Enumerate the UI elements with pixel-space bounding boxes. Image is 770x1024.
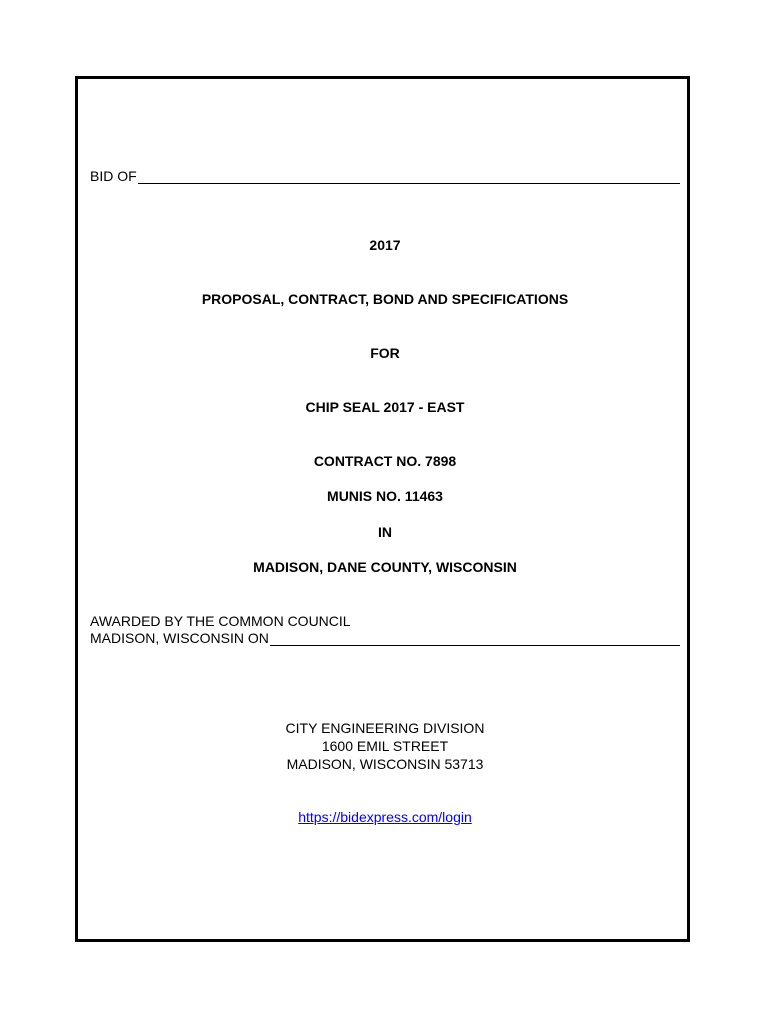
year: 2017	[369, 237, 401, 253]
document-title: PROPOSAL, CONTRACT, BOND AND SPECIFICATIONS	[201, 291, 569, 307]
bid-of-label: BID OF	[90, 168, 137, 184]
awarded-line-1: AWARDED BY THE COMMON COUNCIL	[90, 613, 351, 629]
division-street: 1600 EMIL STREET	[321, 738, 449, 754]
division-city: MADISON, WISCONSIN 53713	[286, 756, 484, 772]
link-row	[0, 809, 770, 825]
bidexpress-link[interactable]: https://bidexpress.com/login	[298, 809, 472, 825]
munis-number: MUNIS NO. 11463	[327, 488, 443, 504]
bid-of-blank-line	[138, 170, 680, 184]
awarded-date-blank-line	[270, 632, 680, 646]
location: MADISON, DANE COUNTY, WISCONSIN	[253, 559, 517, 575]
awarded-line-2-label: MADISON, WISCONSIN ON	[90, 630, 269, 646]
in-text: IN	[378, 524, 392, 540]
awarded-line-2-row	[90, 630, 680, 646]
for-text: FOR	[370, 345, 400, 361]
bid-of-row	[90, 168, 680, 184]
project-name: CHIP SEAL 2017 - EAST	[305, 399, 465, 415]
division-name: CITY ENGINEERING DIVISION	[285, 720, 485, 736]
contract-number: CONTRACT NO. 7898	[313, 453, 457, 469]
